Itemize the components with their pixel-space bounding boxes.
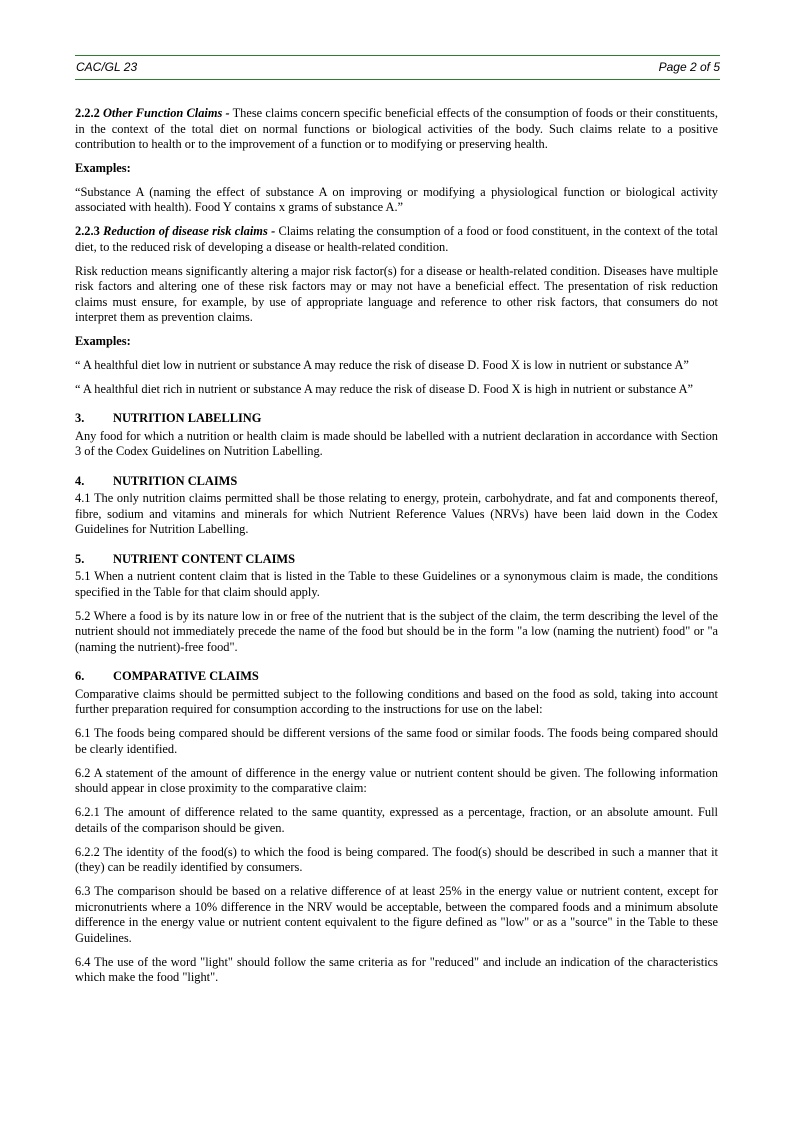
section-6-4-text: 6.4 The use of the word "light" should follow the same criteria as for "reduced" and include an indication of the characteristics which make the food "light". — [75, 954, 718, 984]
section-number: 3. — [75, 411, 85, 425]
clause-number: 2.2.2 — [75, 106, 100, 120]
examples-label: Examples: — [75, 161, 131, 175]
section-title: NUTRIENT CONTENT CLAIMS — [113, 551, 295, 566]
section-heading-6 — [75, 669, 718, 685]
section-number: 4. — [75, 473, 85, 488]
section-5-1-text: 5.1 When a nutrient content claim that is listed in the Table to these Guidelines or a synonymous claim is made, the conditions specified in the Table for that claim should apply. — [75, 569, 718, 599]
section-heading-4 — [75, 474, 718, 490]
examples-label: Examples: — [75, 334, 131, 348]
example-text: “ A healthful diet rich in nutrient or substance A may reduce the risk of disease D. Food X is high in nutrient or substance A” — [75, 381, 694, 396]
header-top-rule — [75, 55, 720, 56]
clause-title: Other Function Claims - — [102, 106, 230, 120]
section-6-2-2-text: 6.2.2 The identity of the food(s) to which the food is being compared. The food(s) should be described in such a manner that it (they) can be readily identified by consumers. — [75, 844, 718, 874]
clause-text: Claims relating the consumption of a food or food constituent, in the context of the total diet, to the reduced risk of developing a disease or health-related condition. — [75, 224, 718, 254]
section-number: 6. — [75, 669, 85, 683]
example-text: “ A healthful diet low in nutrient or substance A may reduce the risk of disease D. Food X is low in nutrient or substance A” — [75, 357, 689, 372]
clause-text: These claims concern specific beneficial effects of the consumption of foods or their constituents, in the context of the total diet on normal functions or biological activities of the body. Such claims relate to a positive contribution to health or to the improvement of a function or to modifying or preserving health. — [75, 106, 718, 151]
paragraph-2-2-2 — [75, 106, 718, 153]
section-title: COMPARATIVE CLAIMS — [113, 669, 259, 683]
section-title: NUTRITION CLAIMS — [113, 473, 238, 488]
clause-title: Reduction of disease risk claims - — [103, 224, 276, 238]
section-heading-5 — [75, 552, 718, 568]
section-6-2-1-text: 6.2.1 The amount of difference related to the same quantity, expressed as a percentage, fraction, or an absolute amount. Full details of the comparison should be given. — [75, 805, 718, 835]
section-title: NUTRITION LABELLING — [113, 411, 262, 425]
document-code: CAC/GL 23 — [76, 60, 138, 74]
page-number: Page 2 of 5 — [658, 60, 720, 74]
risk-reduction-paragraph: Risk reduction means significantly altering a major risk factor(s) for a disease or health-related condition. Diseases have multiple risk factors and altering one of these risk factors may or may not have a beneficial effect. The presentation of risk reduction claims must ensure, for example, by use of appropriate language and reference to other risk factors, that consumers do not interpret them as prevention claims. — [75, 263, 718, 324]
section-6-1-text: 6.1 The foods being compared should be different versions of the same food or similar foods. The foods being compared should be clearly identified. — [75, 726, 718, 756]
section-6-2-text: 6.2 A statement of the amount of difference in the energy value or nutrient content should be given. The following information should appear in close proximity to the comparative claim: — [75, 765, 718, 795]
section-heading-3 — [75, 411, 718, 427]
example-text: “Substance A (naming the effect of substance A on improving or modifying a physiological function or biological activity associated with health). Food Y contains x grams of substance A.” — [75, 184, 718, 214]
paragraph-2-2-3 — [75, 224, 718, 255]
section-3-text: Any food for which a nutrition or health claim is made should be labelled with a nutrient declaration in accordance with Section 3 of the Codex Guidelines on Nutrition Labelling. — [75, 428, 718, 458]
clause-number: 2.2.3 — [75, 224, 100, 238]
document-body — [75, 106, 718, 994]
section-4-1-text: 4.1 The only nutrition claims permitted shall be those relating to energy, protein, carbohydrate, and fat and components thereof, fibre, sodium and vitamins and minerals for which Nutrient Reference Values (NRVs) have been laid down in the Codex Guidelines for Nutrition Labelling. — [75, 491, 718, 536]
page-header — [75, 55, 720, 83]
section-5-2-text: 5.2 Where a food is by its nature low in or free of the nutrient that is the subject of the claim, the term describing the level of the nutrient should not immediately precede the name of the food but should be in the form "a low (naming the nutrient) food" or "a (naming the nutrient)-free food". — [75, 608, 718, 654]
header-bottom-rule — [75, 79, 720, 80]
section-6-intro: Comparative claims should be permitted subject to the following conditions and based on the food as sold, taking into account further preparation required for consumption according to the instructions for use on the label: — [75, 686, 718, 716]
section-number: 5. — [75, 551, 85, 566]
section-6-3-text: 6.3 The comparison should be based on a relative difference of at least 25% in the energy value or nutrient content, except for micronutrients where a 10% difference in the NRV would be acceptable, between the compared foods and a minimum absolute difference in the energy value or nutrient content equivalent to the figure defined as "low" or as a "source" in the Table to these Guidelines. — [75, 884, 718, 945]
